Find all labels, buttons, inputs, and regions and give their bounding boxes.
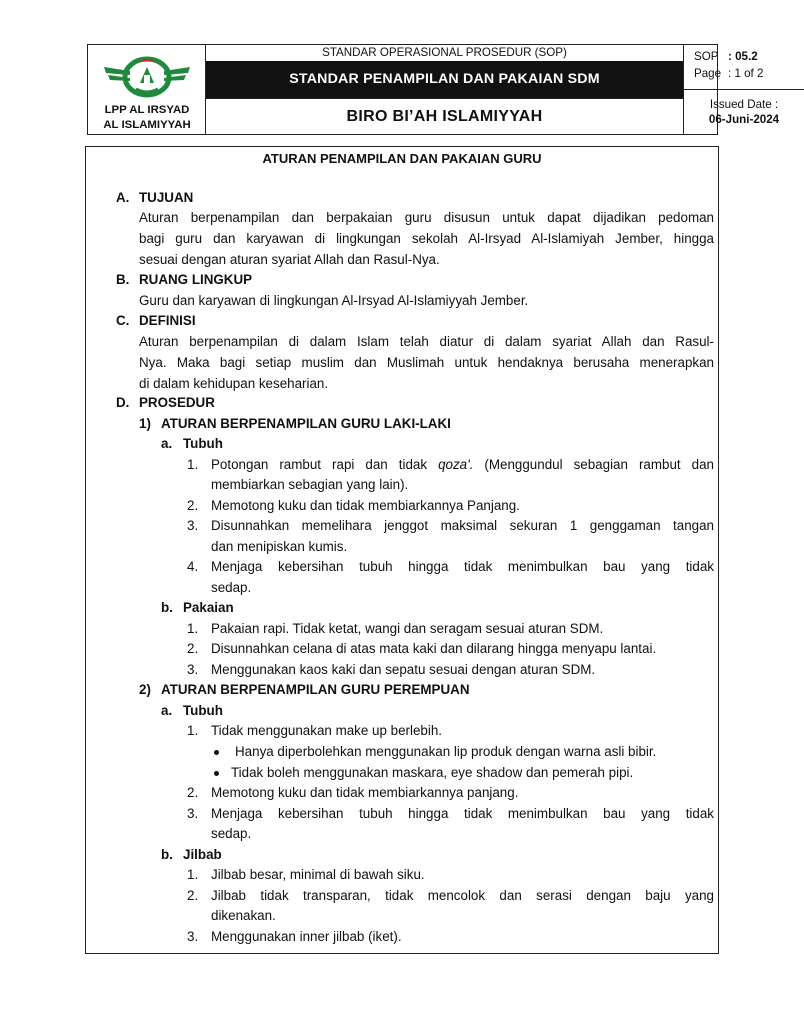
- list-item-line: dikenakan.: [211, 908, 276, 923]
- list-item-line: Menjaga kebersihan tubuh hingga tidak menimbulkan bau yang tidak: [211, 806, 714, 821]
- list-item-text: Potongan rambut rapi dan tidak: [211, 457, 439, 472]
- list-number: 3.: [187, 806, 199, 821]
- section-c-heading: DEFINISI: [139, 313, 196, 328]
- list-item-line: Memotong kuku dan tidak membiarkannya panjang.: [211, 785, 519, 800]
- sop-meta: [684, 45, 804, 90]
- list-item-line: Menggunakan inner jilbab (iket).: [211, 929, 402, 944]
- subsection-2-heading: ATURAN BERPENAMPILAN GURU PEREMPUAN: [161, 682, 470, 697]
- list-item-text: (Menggundul sebagian rambut dan: [473, 457, 714, 472]
- list-item-line: dan menipiskan kumis.: [211, 539, 348, 554]
- section-c-line: Nya. Maka bagi setiap muslim dan Muslimah untuk hendaknya berusaha menerapkan: [139, 355, 714, 370]
- list-number: 2.: [187, 888, 199, 903]
- section-b-line: Guru dan karyawan di lingkungan Al-Irsyad Al-Islamiyyah Jember.: [139, 293, 529, 308]
- list-item-line: Pakaian rapi. Tidak ketat, wangi dan seragam sesuai aturan SDM.: [211, 621, 604, 636]
- sop-header: [87, 44, 780, 135]
- section-a-line: Aturan berpenampilan dan berpakaian guru disusun untuk dapat dijadikan pedoman: [139, 210, 714, 225]
- list-item-line: sedap.: [211, 826, 252, 841]
- subsection-1-heading: ATURAN BERPENAMPILAN GURU LAKI-LAKI: [161, 416, 451, 431]
- section-a-line: bagi guru dan karyawan di lingkungan sekolah Al-Irsyad Al-Islamiyah Jember, hingga: [139, 231, 714, 246]
- section-a-heading: TUJUAN: [139, 190, 194, 205]
- list-item-line: Menjaga kebersihan tubuh hingga tidak menimbulkan bau yang tidak: [211, 559, 714, 574]
- main-title: STANDAR PENAMPILAN DAN PAKAIAN SDM: [206, 61, 683, 98]
- issued-meta: [684, 90, 804, 134]
- list-number: 3.: [187, 929, 199, 944]
- list-item-line: [211, 455, 714, 474]
- document-title: ATURAN PENAMPILAN DAN PAKAIAN GURU: [262, 151, 542, 166]
- org-line-1: LPP AL IRSYAD: [104, 104, 190, 116]
- organization-name: [88, 103, 206, 133]
- sop-label: SOP: [694, 50, 719, 63]
- section-a-line: sesuai dengan aturan syariat Allah dan Rasul-Nya.: [139, 252, 440, 267]
- page-label: Page: [694, 67, 722, 80]
- sop-number: : 05.2: [728, 50, 758, 63]
- list-number: 1.: [187, 457, 199, 472]
- meta-cell: [684, 45, 804, 134]
- title-cell: [206, 45, 684, 134]
- bullet-item: Hanya diperbolehkan menggunakan lip produk dengan warna asli bibir.: [235, 744, 657, 759]
- section-b-heading: RUANG LINGKUP: [139, 272, 253, 287]
- subsection-2a-heading: Tubuh: [183, 703, 223, 718]
- subsection-2a-marker: a.: [161, 703, 173, 718]
- list-item-line: sedap.: [211, 580, 252, 595]
- logo-cell: [88, 45, 206, 134]
- section-c-marker: C.: [116, 313, 130, 328]
- subsection-1a-heading: Tubuh: [183, 436, 223, 451]
- page-number: : 1 of 2: [728, 67, 764, 80]
- section-d-heading: PROSEDUR: [139, 395, 215, 410]
- subsection-1b-heading: Pakaian: [183, 600, 234, 615]
- list-item-line: Disunnahkan celana di atas mata kaki dan dilarang hingga menyapu lantai.: [211, 641, 657, 656]
- subsection-1-marker: 1): [139, 416, 151, 431]
- list-number: 1.: [187, 723, 199, 738]
- bullet-icon: [214, 750, 219, 755]
- document-body: [85, 146, 719, 954]
- section-b-marker: B.: [116, 272, 130, 287]
- list-number: 1.: [187, 867, 199, 882]
- list-item-line: membiarkan sebagian yang lain).: [211, 477, 409, 492]
- list-item-line: Disunnahkan memelihara jenggot maksimal sekuran 1 genggaman tangan: [211, 518, 714, 533]
- list-item-line: Memotong kuku dan tidak membiarkannya Panjang.: [211, 498, 520, 513]
- list-number: 3.: [187, 518, 199, 533]
- sop-title: STANDAR OPERASIONAL PROSEDUR (SOP): [322, 46, 567, 59]
- list-number: 4.: [187, 559, 199, 574]
- section-c-line: Aturan berpenampilan di dalam Islam telah diatur di dalam syariat Allah dan Rasul-: [139, 334, 714, 349]
- subsection-1a-marker: a.: [161, 436, 173, 451]
- subsection-2b-marker: b.: [161, 847, 173, 862]
- issued-label: Issued Date :: [709, 98, 779, 111]
- sop-number-row: [694, 50, 758, 63]
- list-item-line: Tidak menggunakan make up berlebih.: [211, 723, 443, 738]
- list-number: 2.: [187, 641, 199, 656]
- department-name: BIRO BI’AH ISLAMIYYAH: [206, 98, 683, 134]
- subsection-2-marker: 2): [139, 682, 151, 697]
- list-item-line: Jilbab tidak transparan, tidak mencolok dan serasi dengan baju yang: [211, 888, 714, 903]
- list-number: 3.: [187, 662, 199, 677]
- list-item-italic-text: qoza'.: [438, 457, 474, 472]
- organization-logo: [100, 53, 194, 99]
- subsection-1b-marker: b.: [161, 600, 173, 615]
- list-item-line: Menggunakan kaos kaki dan sepatu sesuai dengan aturan SDM.: [211, 662, 596, 677]
- section-c-line: di dalam kehidupan keseharian.: [139, 376, 329, 391]
- issued-date: 06-Juni-2024: [708, 113, 780, 126]
- bullet-icon: [214, 771, 219, 776]
- list-item-line: Jilbab besar, minimal di bawah siku.: [211, 867, 425, 882]
- page-row: [694, 67, 763, 80]
- section-d-marker: D.: [116, 395, 130, 410]
- list-number: 1.: [187, 621, 199, 636]
- subsection-2b-heading: Jilbab: [183, 847, 222, 862]
- bullet-item: Tidak boleh menggunakan maskara, eye shadow dan pemerah pipi.: [231, 765, 634, 780]
- section-a-marker: A.: [116, 190, 130, 205]
- list-number: 2.: [187, 785, 199, 800]
- org-line-2: AL ISLAMIYYAH: [103, 119, 191, 131]
- list-number: 2.: [187, 498, 199, 513]
